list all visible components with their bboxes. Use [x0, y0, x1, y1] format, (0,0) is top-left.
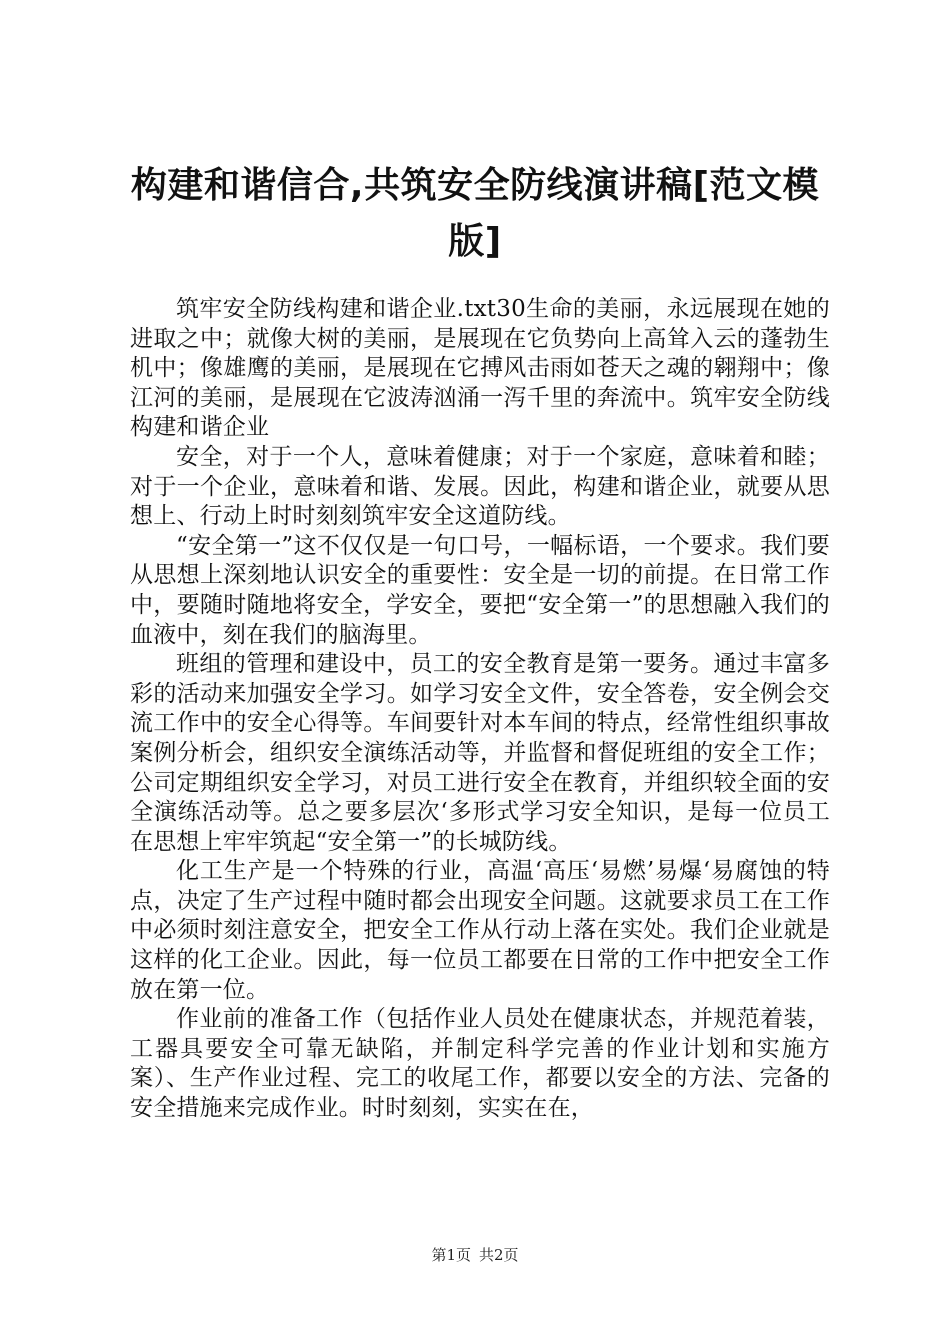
paragraph-6: 作业前的准备工作（包括作业人员处在健康状态，并规范着装，工器具要安全可靠无缺陷，并制定科学完善的作业计划和实施方案）、生产作业过程、完工的收尾工作，都要以安全的方法、完备的安全措施来完成作业。时时刻刻，实实在在，: [130, 1006, 830, 1122]
paragraph-3: “安全第一”这不仅仅是一句口号，一幅标语，一个要求。我们要从思想上深刻地认识安全的重要性：安全是一切的前提。在日常工作中，要随时随地将安全，学安全，要把“安全第一”的思想融入我们的血液中，刻在我们的脑海里。: [130, 532, 830, 648]
page-number: 第1页: [431, 1246, 471, 1264]
paragraph-4: 班组的管理和建设中，员工的安全教育是第一要务。通过丰富多彩的活动来加强安全学习。如学习安全文件，安全答卷，安全例会交流工作中的安全心得等。车间要针对本车间的特点，经常性组织事故案例分析会，组织安全演练活动等，并监督和督促班组的安全工作；公司定期组织安全学习，对员工进行安全在教育，并组织较全面的安全演练活动等。总之要多层次‘多形式学习安全知识，是每一位员工在思想上牢牢筑起“安全第一”的长城防线。: [130, 651, 830, 855]
page-footer: [0, 1245, 950, 1265]
paragraph-5: 化工生产是一个特殊的行业，高温‘高压‘易燃’易爆‘易腐蚀的特点，决定了生产过程中随时都会出现安全问题。这就要求员工在工作中必须时刻注意安全，把安全工作从行动上落在实处。我们企业就是这样的化工企业。因此，每一位员工都要在日常的工作中把安全工作放在第一位。: [130, 858, 830, 1003]
document-body: [130, 295, 830, 1124]
page-total: 共2页: [479, 1246, 519, 1264]
document-title: 构建和谐信合,共筑安全防线演讲稿[范文模版]: [130, 165, 820, 262]
paragraph-1: 筑牢安全防线构建和谐企业.txt30生命的美丽，永远展现在她的进取之中；就像大树的美丽，是展现在它负势向上高耸入云的蓬勃生机中；像雄鹰的美丽，是展现在它搏风击雨如苍天之魂的翱翔中；像江河的美丽，是展现在它波涛汹涌一泻千里的奔流中。筑牢安全防线构建和谐企业: [130, 296, 830, 441]
paragraph-2: 安全，对于一个人，意味着健康；对于一个家庭，意味着和睦；对于一个企业，意味着和谐、发展。因此，构建和谐企业，就要从思想上、行动上时时刻刻筑牢安全这道防线。: [130, 443, 830, 530]
